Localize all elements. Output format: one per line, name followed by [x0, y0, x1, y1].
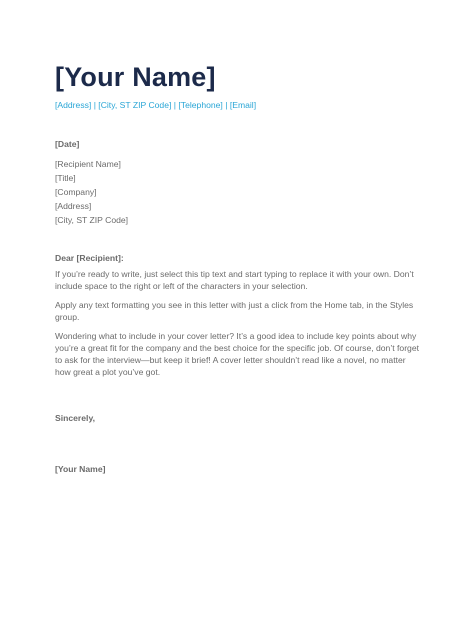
recipient-address: [Address] [55, 201, 92, 211]
sender-name: [Your Name] [55, 62, 216, 92]
recipient-block [55, 157, 128, 227]
letter-body [55, 268, 423, 385]
recipient-name: [Recipient Name] [55, 159, 121, 169]
recipient-title: [Title] [55, 173, 76, 183]
recipient-city-state-zip: [City, ST ZIP Code] [55, 215, 129, 225]
recipient-company: [Company] [55, 187, 97, 197]
salutation: Dear [Recipient]: [55, 253, 124, 263]
contact-info-line: [Address] | [City, ST ZIP Code] | [Telephone] | [Email] [55, 100, 257, 110]
body-paragraph: If you’re ready to write, just select this tip text and start typing to replace it with your own. Don’t include space to the right or left of the characters in your selection. [55, 269, 414, 291]
body-paragraph: Apply any text formatting you see in this letter with just a click from the Home tab, in the Styles group. [55, 300, 414, 322]
letter-date: [Date] [55, 139, 80, 149]
closing: Sincerely, [55, 413, 95, 423]
signature-name: [Your Name] [55, 464, 106, 474]
body-paragraph: Wondering what to include in your cover letter? It’s a good idea to include key points about why you’re a great fit for the company and the best choice for the specific job. Of course, don’t forget to ask for the interview—but keep it brief! A cover letter shouldn’t read like a novel, no matter how great a plot you’ve got. [55, 331, 420, 377]
